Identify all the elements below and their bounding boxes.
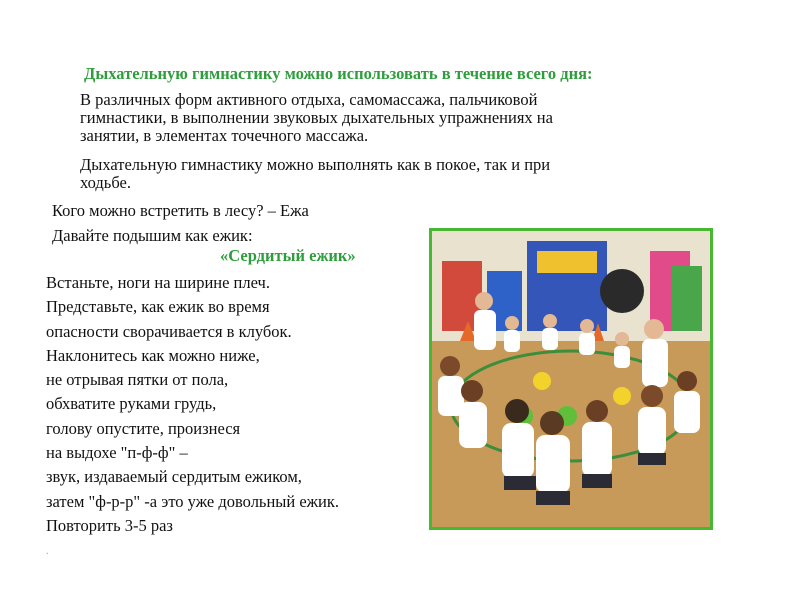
exercise-title: «Сердитый ежик» <box>220 246 356 265</box>
child-shorts <box>536 491 570 505</box>
teacher-body <box>642 339 668 387</box>
child-head <box>461 380 483 402</box>
child-body <box>674 391 700 433</box>
ball <box>533 372 551 390</box>
teacher-body <box>474 310 496 350</box>
step-line: Встаньте, ноги на ширине плеч. <box>46 273 270 292</box>
paragraph-activities <box>80 91 680 145</box>
child-body <box>504 330 520 352</box>
trampoline <box>600 269 644 313</box>
step-line: Наклонитесь как можно ниже, <box>46 345 260 365</box>
child-head <box>615 332 629 346</box>
child-head <box>540 411 564 435</box>
step-line: затем "ф-р-р" -а это уже довольный ежик. <box>46 491 340 511</box>
child-head <box>505 399 529 423</box>
paragraph-line: ходьбе. <box>80 173 131 192</box>
child-body <box>542 328 558 350</box>
child-head <box>586 400 608 422</box>
paragraph-line: гимнастики, в выполнении звуковых дыхательных упражнениях на <box>80 108 553 127</box>
step-line: Представьте, как ежик во время <box>46 297 270 317</box>
paragraph-line: Дыхательную гимнастику можно выполнять как в покое, так и при <box>80 155 551 174</box>
equipment-yellow <box>537 251 597 273</box>
child-shorts <box>504 476 536 490</box>
child-head <box>505 316 519 330</box>
step-line: опасности сворачивается в клубок. <box>46 321 292 341</box>
step-line: не отрывая пятки от пола, <box>46 370 229 390</box>
child-head <box>677 371 697 391</box>
paragraph-line: занятии, в элементах точечного массажа. <box>80 126 369 145</box>
equipment-green <box>672 266 702 331</box>
photo-illustration <box>432 231 710 527</box>
step-line: звук, издаваемый сердитым ежиком, <box>46 467 302 487</box>
child-head <box>580 319 594 333</box>
exercise-steps <box>46 271 339 538</box>
child-body <box>614 346 630 368</box>
footer-dot: . <box>46 546 49 557</box>
ball <box>613 387 631 405</box>
child-shorts <box>582 474 612 488</box>
child-body <box>579 333 595 355</box>
child-head <box>440 356 460 376</box>
slide-heading: Дыхательную гимнастику можно использовать в течение всего дня: <box>84 64 593 83</box>
step-line: обхватите руками грудь, <box>46 394 217 414</box>
child-body <box>536 435 570 493</box>
child-head <box>641 385 663 407</box>
paragraph-rest-walking <box>80 156 680 192</box>
step-line: голову опустите, произнеся <box>46 418 241 438</box>
child-body <box>638 407 666 455</box>
teacher-head <box>644 319 664 339</box>
child-head <box>543 314 557 328</box>
step-line: на выдохе "п-ф-ф" – <box>46 443 188 463</box>
step-line: Повторить 3-5 раз <box>46 515 173 535</box>
teacher-head <box>475 292 493 310</box>
paragraph-line: В различных форм активного отдыха, самомассажа, пальчиковой <box>80 90 538 109</box>
child-shorts <box>638 453 666 465</box>
breathing-invitation: Давайте подышим как ежик: <box>52 226 253 245</box>
children-exercise-photo <box>429 228 713 530</box>
child-body <box>502 423 534 478</box>
child-body <box>582 422 612 476</box>
child-body <box>459 402 487 448</box>
forest-question: Кого можно встретить в лесу? – Ежа <box>52 201 309 220</box>
